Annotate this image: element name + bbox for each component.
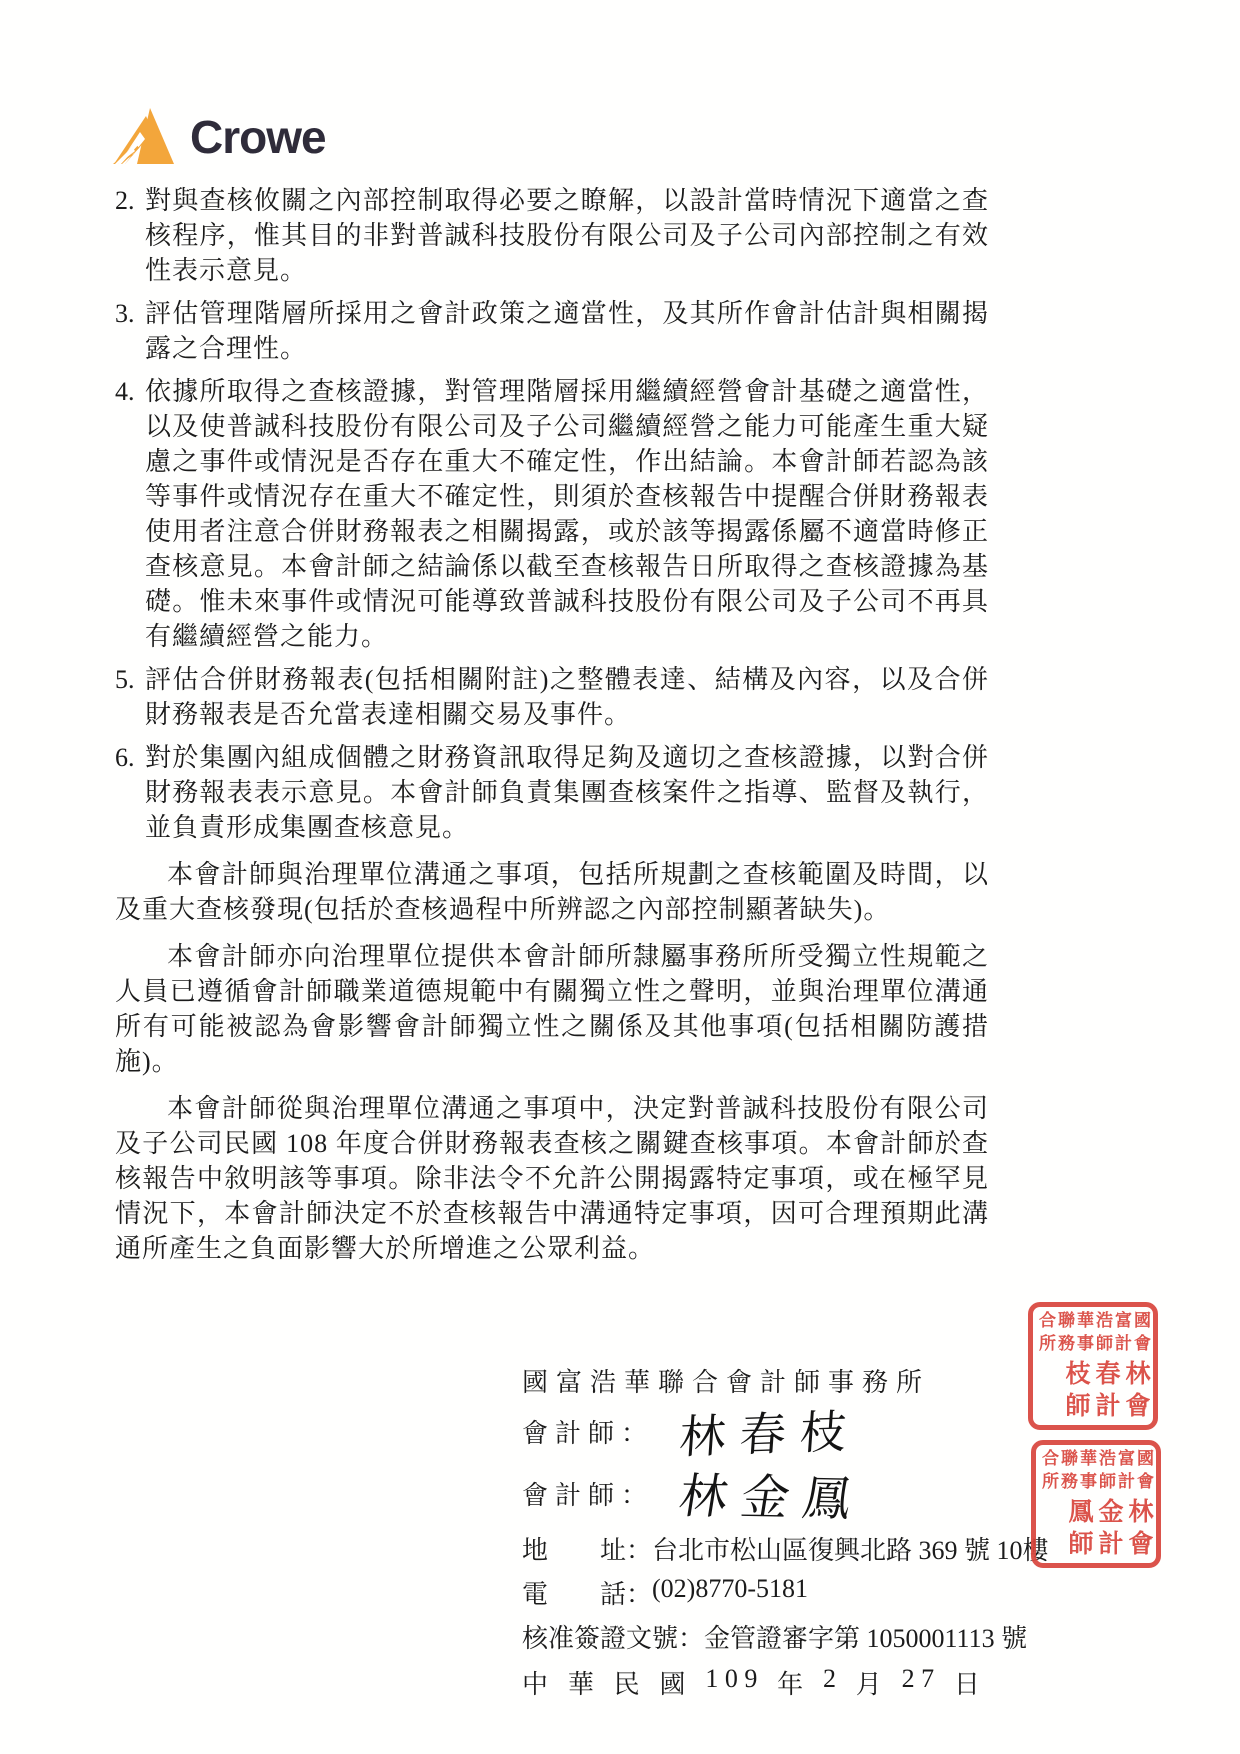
crowe-mountain-icon (112, 106, 174, 166)
phone-label: 電 話： (522, 1580, 653, 1609)
signature-block (522, 1362, 1049, 1701)
phone-row (522, 1574, 992, 1611)
seal-column: 會計師 (1065, 1530, 1152, 1559)
date-token: 日 (953, 1670, 980, 1699)
report-date-row (522, 1664, 980, 1701)
date-token-year: 1 0 9 (705, 1664, 758, 1693)
date-token: 年 (777, 1670, 804, 1699)
date-token-month: 2 (822, 1664, 836, 1693)
item-number: 3. (115, 299, 135, 328)
independence-statement-paragraph: 本會計師亦向治理單位提供本會計師所隸屬事務所所受獨立性規範之人員已遵循會計師職業道德規範中有關獨立性之聲明，並與治理單位溝通所有可能被認為會影響會計師獨立性之關係及其他事項(包括相關防護措施)。 (115, 942, 989, 1076)
governance-communication-paragraph: 本會計師與治理單位溝通之事項，包括所規劃之查核範圍及時間，以及重大查核發現(包括於查核過程中所辨認之內部控制顯著缺失)。 (115, 860, 989, 924)
audit-procedure-item-4 (115, 374, 989, 654)
cpa-seal-lin-chun-chih (1028, 1302, 1158, 1430)
seal-column: 會計師事務所 (1039, 1472, 1153, 1490)
audit-procedure-item-3 (115, 296, 989, 366)
seal-column: 國富浩華聯合 (1039, 1449, 1153, 1467)
key-audit-matters-paragraph: 本會計師從與治理單位溝通之事項中，決定對普誠科技股份有限公司及子公司民國 108 年度合併財務報表查核之關鍵查核事項。本會計師於查核報告中敘明該等事項。除非法令不允許公開揭露特定事項，或在極罕見情況下，本會計師決定不於查核報告中溝通特定事項，因可合理預期此溝通所產生之負面影響大於所增進之公眾利益。 (115, 1094, 989, 1263)
cpa-handwritten-signature-2: 林金鳳 (675, 1467, 870, 1528)
seal-column: 林春枝 (1062, 1360, 1149, 1389)
item-text: 對於集團內組成個體之財務資訊取得足夠及適切之查核證據，以對合併財務報表表示意見。本會計師負責集團查核案件之指導、監督及執行，並負責形成集團查核意見。 (145, 743, 989, 842)
cpa-handwritten-signature-1: 林春枝 (677, 1403, 862, 1465)
approval-number-row (522, 1618, 1028, 1655)
firm-name: 國富浩華聯合會計師事務所 (522, 1368, 931, 1397)
date-token-day: 2 7 (901, 1664, 935, 1693)
audit-procedure-item-2 (115, 183, 989, 288)
item-text: 對與查核攸關之內部控制取得必要之瞭解，以設計當時情況下適當之查核程序，惟其目的非對普誠科技股份有限公司及子公司內部控制之有效性表示意見。 (145, 186, 989, 285)
date-token: 華 (567, 1670, 594, 1699)
date-token: 國 (659, 1670, 686, 1699)
approval-value: 金管證審字第 1050001113 號 (704, 1624, 1028, 1653)
crowe-logo (112, 106, 326, 166)
item-text: 依據所取得之查核證據，對管理階層採用繼續經營會計基礎之適當性，以及使普誠科技股份有限公司及子公司繼續經營之能力可能產生重大疑慮之事件或情況是否存在重大不確定性，作出結論。本會計師若認為該等事件或情況存在重大不確定性，則須於查核報告中提醒合併財務報表使用者注意合併財務報表之相關揭露，或於該等揭露係屬不適當時修正查核意見。本會計師之結論係以截至查核報告日所取得之查核證據為基礎。惟未來事件或情況可能導致普誠科技股份有限公司及子公司不再具有繼續經營之能力。 (145, 377, 989, 651)
cpa-row-2 (522, 1463, 992, 1528)
report-body (115, 183, 989, 1266)
audit-procedure-item-5 (115, 662, 989, 732)
seal-column: 國富浩華聯合 (1036, 1311, 1150, 1329)
item-number: 5. (115, 665, 135, 694)
cpa-label: 會計師： (522, 1480, 655, 1510)
seal-column: 會計師事務所 (1036, 1334, 1150, 1352)
item-text: 評估合併財務報表(包括相關附註)之整體表達、結構及內容，以及合併財務報表是否允當表達相關交易及事件。 (145, 665, 989, 729)
crowe-wordmark: Crowe (190, 111, 326, 163)
seal-column: 林金鳳 (1065, 1498, 1152, 1527)
address-label: 地 址： (522, 1536, 653, 1565)
phone-value: (02)8770-5181 (652, 1574, 808, 1603)
address-value: 台北市松山區復興北路 369 號 10樓 (652, 1536, 1049, 1565)
item-number: 6. (115, 743, 135, 772)
approval-label: 核准簽證文號： (522, 1624, 705, 1653)
date-token: 民 (613, 1670, 640, 1699)
address-row (522, 1530, 1049, 1567)
cpa-row-1 (522, 1401, 992, 1465)
item-text: 評估管理階層所採用之會計政策之適當性，及其所作會計估計與相關揭露之合理性。 (145, 299, 989, 363)
date-token: 中 (522, 1670, 549, 1699)
seal-column: 會計師 (1062, 1392, 1149, 1421)
audit-procedure-item-6 (115, 740, 989, 845)
date-token: 月 (855, 1670, 882, 1699)
cpa-seal-lin-chin-feng (1031, 1440, 1161, 1568)
cpa-label: 會計師： (522, 1418, 655, 1448)
item-number: 4. (115, 377, 135, 406)
item-number: 2. (115, 186, 135, 215)
